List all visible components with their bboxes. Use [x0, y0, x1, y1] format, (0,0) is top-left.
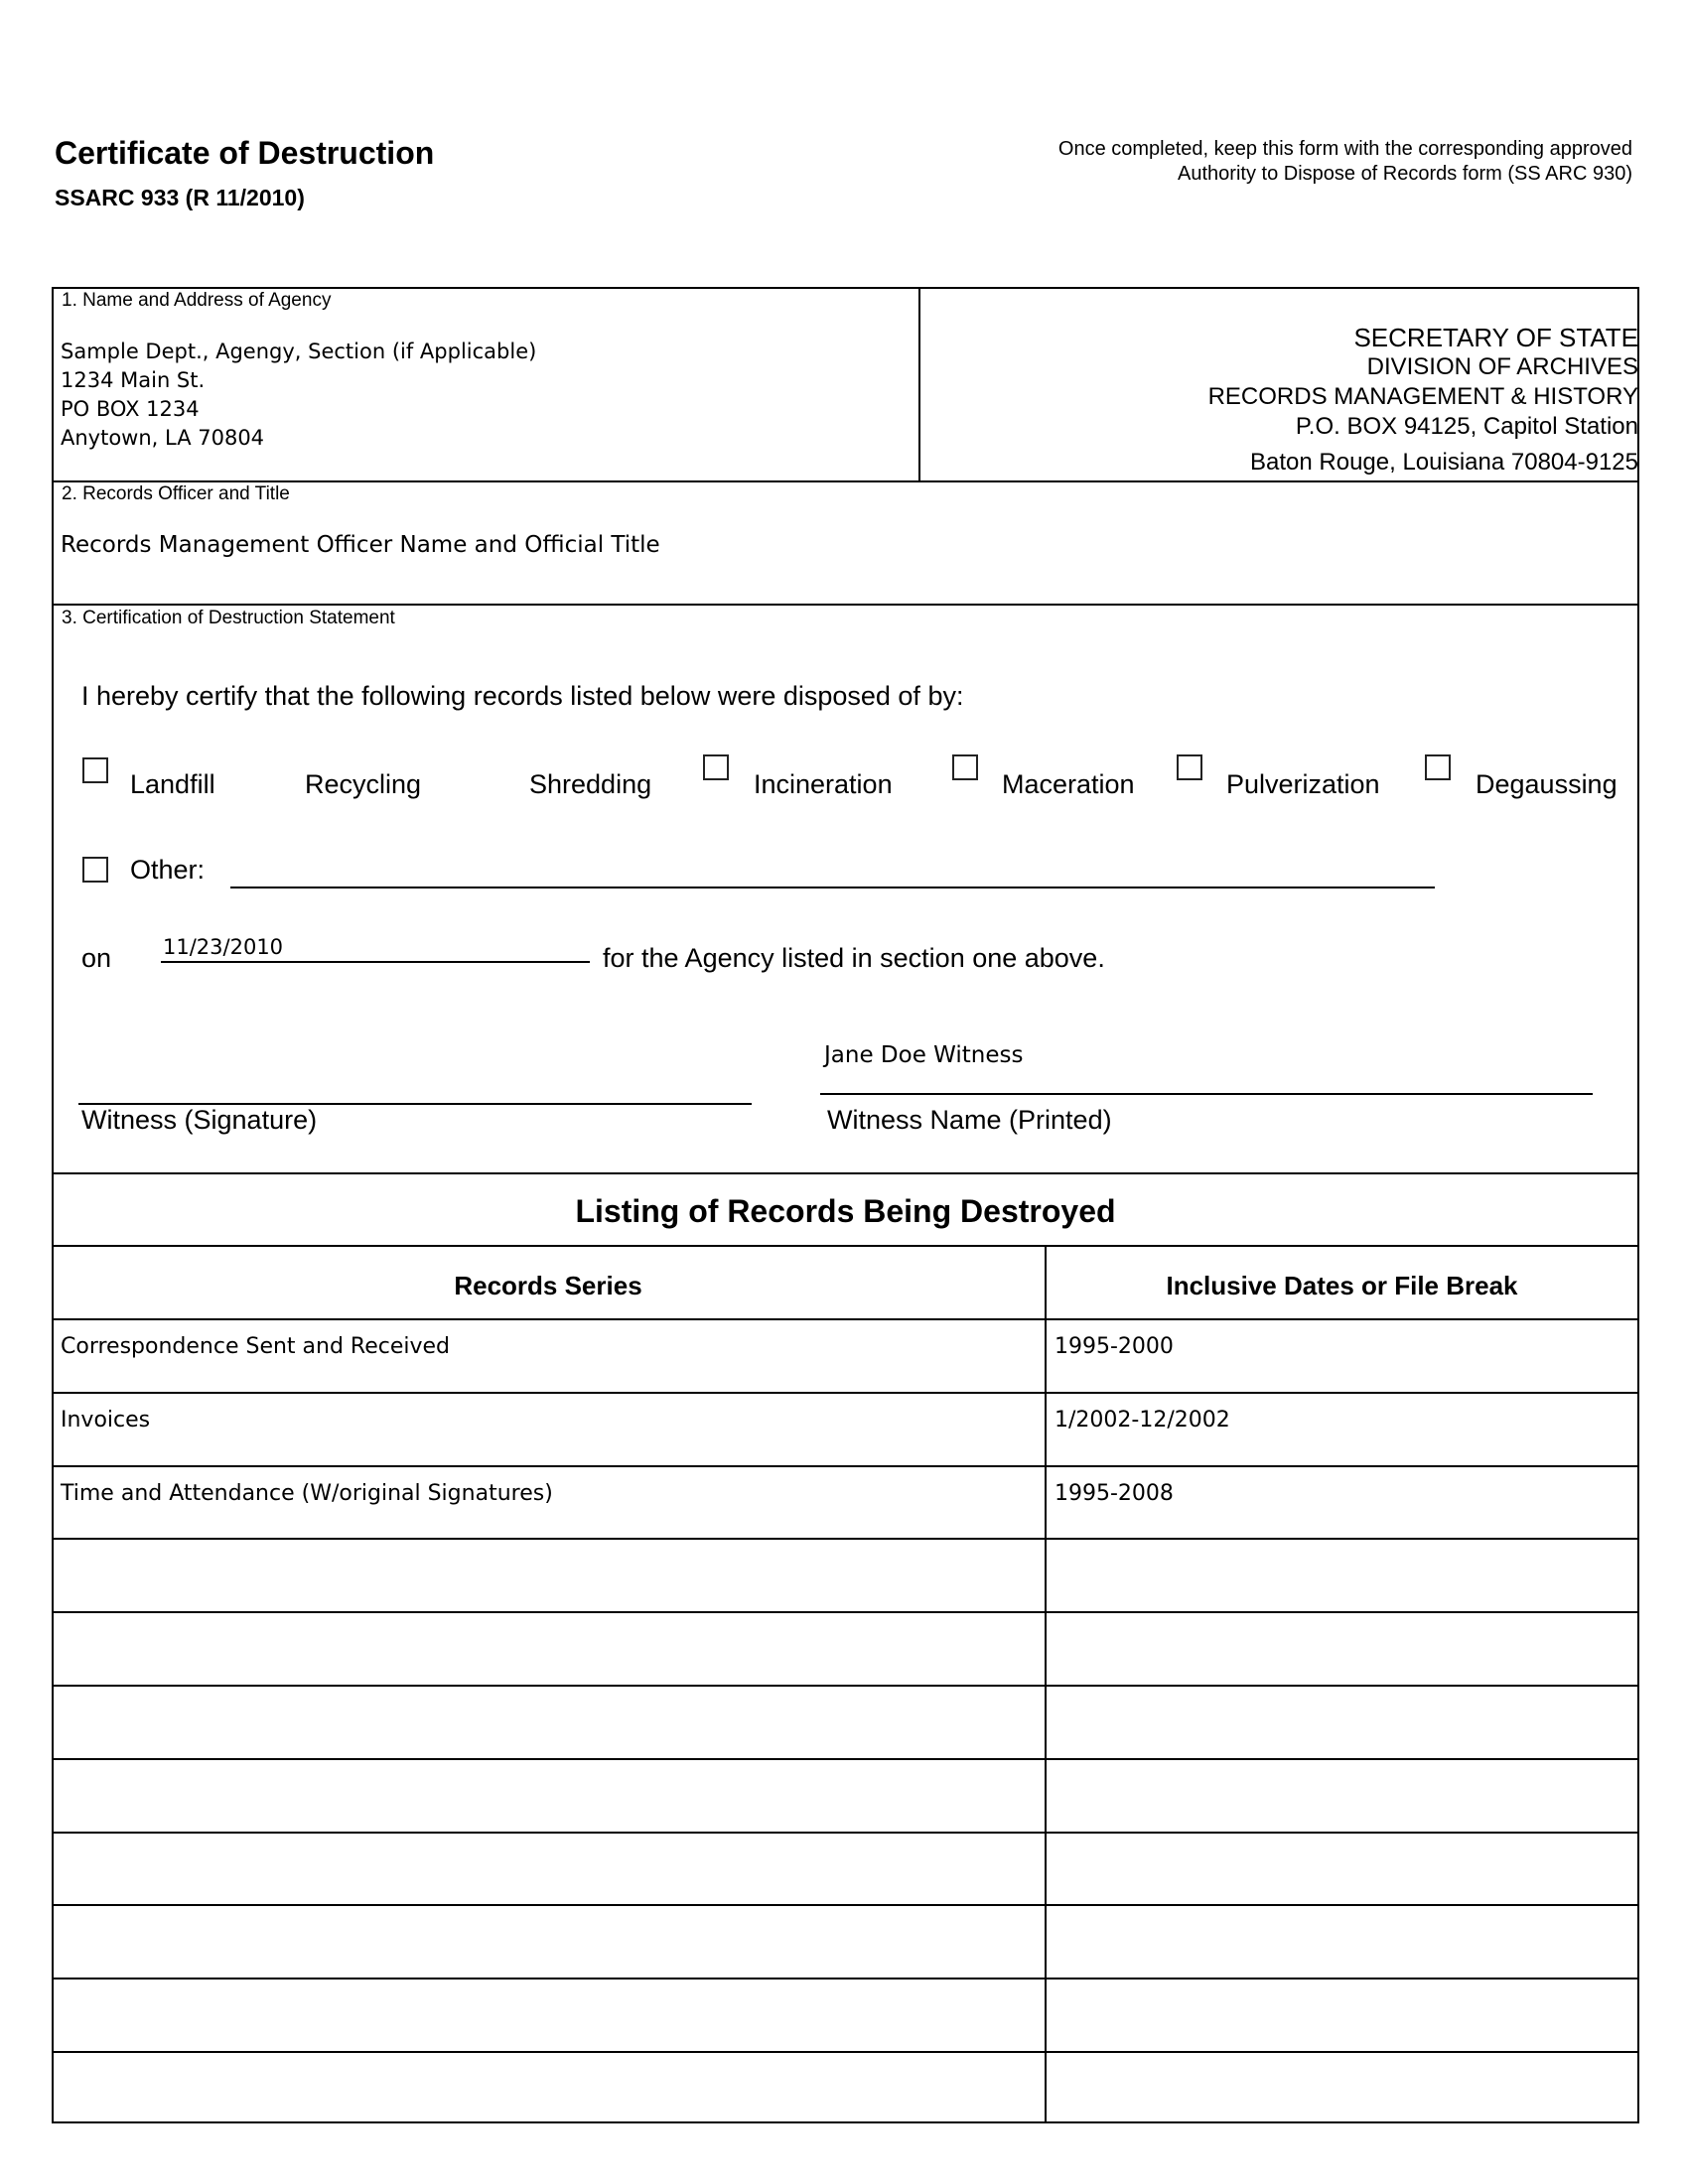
table-row-rule	[52, 2051, 1639, 2053]
inclusive-dates-cell[interactable]: 1995-2008	[1055, 1481, 1174, 1506]
landfill-checkbox[interactable]	[82, 757, 108, 783]
shredding-label: Shredding	[529, 769, 652, 799]
rule-table-header-top	[52, 1245, 1639, 1247]
sos-line: SECRETARY OF STATE	[1353, 323, 1638, 352]
table-row-rule	[52, 1392, 1639, 1394]
table-row-rule	[52, 1832, 1639, 1834]
table-row-rule	[52, 1904, 1639, 1906]
records-series-cell[interactable]: Correspondence Sent and Received	[61, 1334, 451, 1359]
witness-name-field[interactable]: Jane Doe Witness	[824, 1042, 1024, 1068]
witness-signature-label: Witness (Signature)	[81, 1105, 318, 1135]
maceration-checkbox[interactable]	[952, 754, 978, 780]
section2-label: 2. Records Officer and Title	[62, 483, 290, 504]
other-checkbox[interactable]	[82, 857, 108, 883]
table-row-rule	[52, 1685, 1639, 1687]
records-officer-field[interactable]: Records Management Officer Name and Official Title	[61, 532, 660, 558]
agency-line: Anytown, LA 70804	[61, 426, 265, 450]
pulverization-checkbox[interactable]	[1177, 754, 1202, 780]
pulverization-label: Pulverization	[1226, 769, 1380, 799]
on-label: on	[81, 943, 112, 973]
agency-line: Sample Dept., Agengy, Section (if Applicable)	[61, 340, 537, 363]
form-number: SSARC 933 (R 11/2010)	[55, 185, 305, 210]
col-header-inclusive-dates: Inclusive Dates or File Break	[1166, 1271, 1518, 1300]
incineration-label: Incineration	[754, 769, 893, 799]
section3-label: 3. Certification of Destruction Statement	[62, 608, 395, 628]
table-row-rule	[52, 1465, 1639, 1467]
destruction-date-field[interactable]: 11/23/2010	[163, 935, 284, 959]
date-suffix-text: for the Agency listed in section one above.	[603, 943, 1105, 973]
sos-line: RECORDS MANAGEMENT & HISTORY	[1207, 383, 1638, 410]
other-input-line[interactable]	[230, 887, 1435, 888]
sos-address	[1208, 323, 1638, 478]
rule-listing-top	[52, 1172, 1639, 1174]
section1-divider	[918, 287, 920, 481]
table-row-rule	[52, 1318, 1639, 1320]
header-note-line-2: Authority to Dispose of Records form (SS ARC 930)	[1178, 163, 1632, 185]
other-label: Other:	[130, 855, 206, 885]
table-row-rule	[52, 1978, 1639, 1979]
header-note	[917, 137, 1632, 187]
degaussing-checkbox[interactable]	[1425, 754, 1451, 780]
table-row-rule	[52, 1538, 1639, 1540]
inclusive-dates-cell[interactable]: 1/2002-12/2002	[1055, 1408, 1230, 1433]
table-row-rule	[52, 1611, 1639, 1613]
form-title: Certificate of Destruction	[55, 135, 435, 171]
agency-line: 1234 Main St.	[61, 368, 206, 392]
records-series-cell[interactable]: Time and Attendance (W/original Signatures)	[61, 1481, 553, 1506]
landfill-label: Landfill	[130, 769, 215, 799]
col-header-records-series: Records Series	[454, 1271, 642, 1300]
table-row-rule	[52, 1758, 1639, 1760]
records-series-cell[interactable]: Invoices	[61, 1408, 151, 1433]
witness-name-label: Witness Name (Printed)	[827, 1105, 1112, 1135]
inclusive-dates-cell[interactable]: 1995-2000	[1055, 1334, 1174, 1359]
certification-statement: I hereby certify that the following records listed below were disposed of by:	[81, 681, 964, 711]
witness-name-line	[820, 1093, 1593, 1095]
sos-line: DIVISION OF ARCHIVES	[1366, 353, 1638, 380]
rule-section2-top	[52, 480, 1639, 482]
degaussing-label: Degaussing	[1476, 769, 1618, 799]
date-input-line	[161, 961, 590, 963]
agency-address[interactable]	[61, 338, 536, 453]
listing-title: Listing of Records Being Destroyed	[575, 1193, 1116, 1229]
sos-line: P.O. BOX 94125, Capitol Station	[1295, 413, 1638, 440]
header-note-line-1: Once completed, keep this form with the corresponding approved	[1057, 138, 1632, 160]
sos-line: Baton Rouge, Louisiana 70804-9125	[1250, 449, 1638, 476]
incineration-checkbox[interactable]	[703, 754, 729, 780]
recycling-label: Recycling	[305, 769, 422, 799]
agency-line: PO BOX 1234	[61, 397, 200, 421]
maceration-label: Maceration	[1002, 769, 1135, 799]
rule-section3-top	[52, 604, 1639, 606]
section1-label: 1. Name and Address of Agency	[62, 290, 332, 311]
